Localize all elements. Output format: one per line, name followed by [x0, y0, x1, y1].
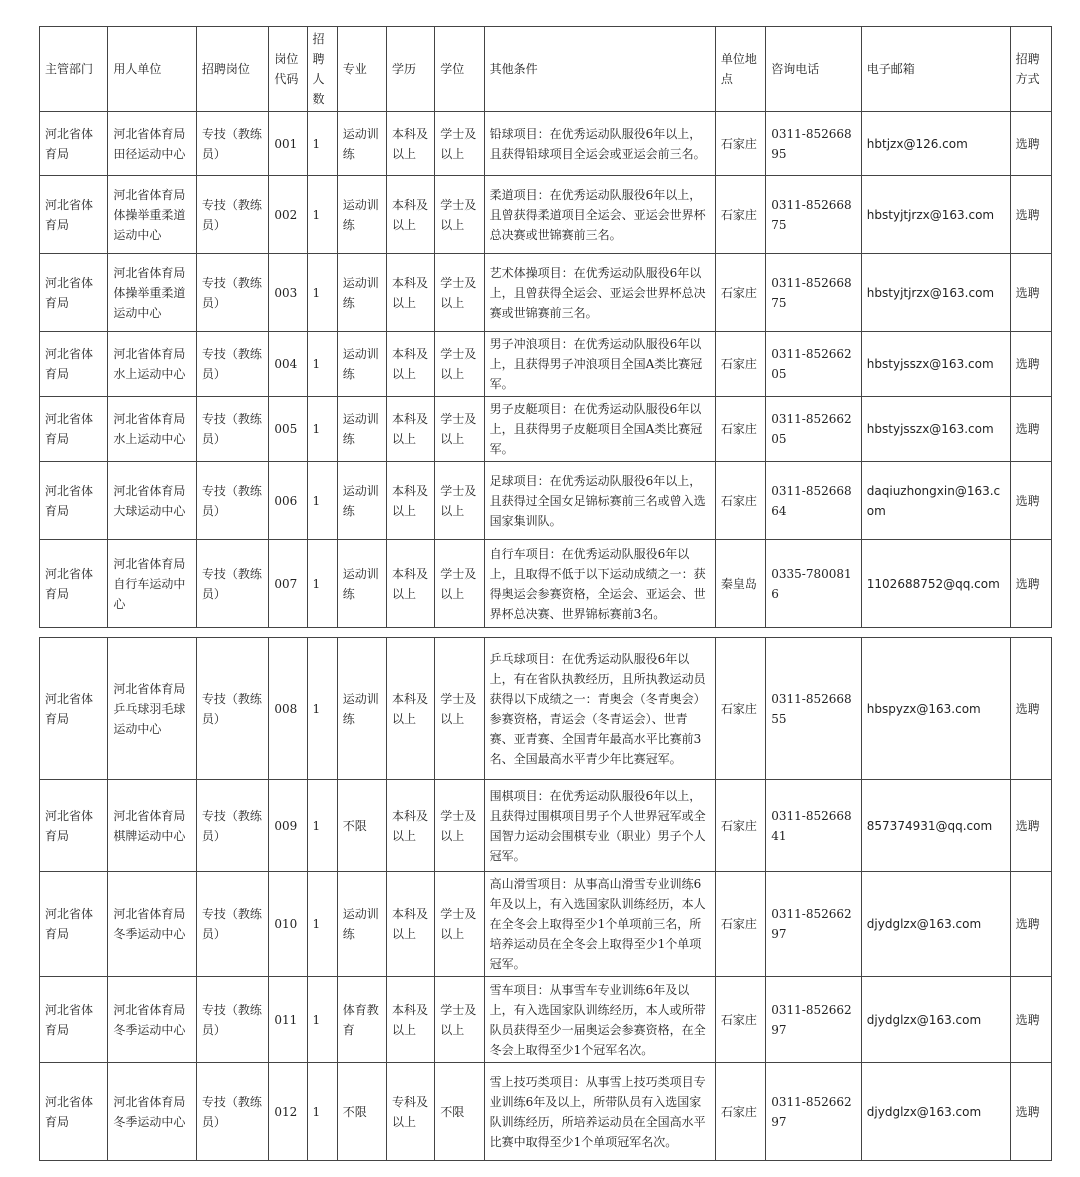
post-cell: 专技（教练员）: [196, 397, 268, 462]
count-cell: 1: [307, 176, 337, 254]
unit-cell: 河北省体育局水上运动中心: [108, 332, 197, 397]
location-cell: 石家庄: [715, 780, 765, 872]
education-cell: 本科及以上: [387, 540, 435, 628]
email-cell: hbstyjsszx@163.com: [861, 397, 1010, 462]
conditions-cell: 男子冲浪项目：在优秀运动队服役6年以上，且获得男子冲浪项目全国A类比赛冠军。: [484, 332, 715, 397]
degree-cell: 学士及以上: [435, 332, 484, 397]
header-cell: 用人单位: [108, 27, 197, 112]
code-cell: 002: [269, 176, 307, 254]
unit-cell: 河北省体育局水上运动中心: [108, 397, 197, 462]
code-cell: 005: [269, 397, 307, 462]
post-cell: 专技（教练员）: [196, 872, 268, 977]
degree-cell: 学士及以上: [435, 872, 484, 977]
phone-cell: 0311-85266875: [766, 254, 862, 332]
dept-cell: 河北省体育局: [40, 332, 108, 397]
post-cell: 专技（教练员）: [196, 176, 268, 254]
count-cell: 1: [307, 540, 337, 628]
email-cell: djydglzx@163.com: [861, 977, 1010, 1063]
major-cell: 运动训练: [337, 176, 386, 254]
table-row: [40, 977, 1052, 1063]
major-cell: 体育教育: [337, 977, 386, 1063]
method-cell: 选聘: [1010, 332, 1051, 397]
recruitment-table-part2: [39, 637, 1052, 1161]
method-cell: 选聘: [1010, 540, 1051, 628]
table-row: [40, 332, 1052, 397]
header-cell: 电子邮箱: [861, 27, 1010, 112]
education-cell: 本科及以上: [387, 332, 435, 397]
degree-cell: 学士及以上: [435, 462, 484, 540]
code-cell: 008: [269, 638, 307, 780]
email-cell: hbtjzx@126.com: [861, 112, 1010, 176]
phone-cell: 0311-85266297: [766, 1063, 862, 1161]
method-cell: 选聘: [1010, 176, 1051, 254]
dept-cell: 河北省体育局: [40, 176, 108, 254]
table-row: [40, 397, 1052, 462]
major-cell: 不限: [337, 780, 386, 872]
unit-cell: 河北省体育局田径运动中心: [108, 112, 197, 176]
email-cell: 857374931@qq.com: [861, 780, 1010, 872]
email-cell: hbstyjsszx@163.com: [861, 332, 1010, 397]
count-cell: 1: [307, 112, 337, 176]
table-row: [40, 112, 1052, 176]
location-cell: 石家庄: [715, 254, 765, 332]
degree-cell: 不限: [435, 1063, 484, 1161]
header-cell: 招聘岗位: [196, 27, 268, 112]
phone-cell: 0311-85266855: [766, 638, 862, 780]
table-row: [40, 176, 1052, 254]
email-cell: 1102688752@qq.com: [861, 540, 1010, 628]
method-cell: 选聘: [1010, 112, 1051, 176]
conditions-cell: 艺术体操项目：在优秀运动队服役6年以上，且曾获得全运会、亚运会世界杯总决赛或世锦赛前三名。: [484, 254, 715, 332]
major-cell: 运动训练: [337, 112, 386, 176]
method-cell: 选聘: [1010, 638, 1051, 780]
count-cell: 1: [307, 332, 337, 397]
header-cell: 咨询电话: [766, 27, 862, 112]
recruitment-table-part1: [39, 26, 1052, 628]
degree-cell: 学士及以上: [435, 977, 484, 1063]
degree-cell: 学士及以上: [435, 397, 484, 462]
count-cell: 1: [307, 462, 337, 540]
post-cell: 专技（教练员）: [196, 977, 268, 1063]
header-cell: 岗位代码: [269, 27, 307, 112]
email-cell: djydglzx@163.com: [861, 1063, 1010, 1161]
location-cell: 石家庄: [715, 462, 765, 540]
education-cell: 本科及以上: [387, 780, 435, 872]
education-cell: 本科及以上: [387, 872, 435, 977]
conditions-cell: 柔道项目：在优秀运动队服役6年以上，且曾获得柔道项目全运会、亚运会世界杯总决赛或世锦赛前三名。: [484, 176, 715, 254]
phone-cell: 0311-85266205: [766, 397, 862, 462]
education-cell: 本科及以上: [387, 638, 435, 780]
conditions-cell: 乒乓球项目：在优秀运动队服役6年以上，有在省队执教经历，且所执教运动员获得以下成绩之一：青奥会（冬青奥会）参赛资格，青运会（冬青运会）、世青赛、亚青赛、全国青年最高水平比赛前3名、全国最高水平青少年比赛冠军。: [484, 638, 715, 780]
unit-cell: 河北省体育局冬季运动中心: [108, 977, 197, 1063]
method-cell: 选聘: [1010, 397, 1051, 462]
header-cell: 学位: [435, 27, 484, 112]
location-cell: 石家庄: [715, 397, 765, 462]
major-cell: 运动训练: [337, 332, 386, 397]
method-cell: 选聘: [1010, 872, 1051, 977]
post-cell: 专技（教练员）: [196, 462, 268, 540]
unit-cell: 河北省体育局大球运动中心: [108, 462, 197, 540]
table-row: [40, 780, 1052, 872]
unit-cell: 河北省体育局冬季运动中心: [108, 872, 197, 977]
phone-cell: 0335-7800816: [766, 540, 862, 628]
degree-cell: 学士及以上: [435, 540, 484, 628]
count-cell: 1: [307, 977, 337, 1063]
code-cell: 006: [269, 462, 307, 540]
phone-cell: 0311-85266297: [766, 977, 862, 1063]
count-cell: 1: [307, 254, 337, 332]
code-cell: 004: [269, 332, 307, 397]
method-cell: 选聘: [1010, 780, 1051, 872]
email-cell: hbstyjtjrzx@163.com: [861, 176, 1010, 254]
dept-cell: 河北省体育局: [40, 112, 108, 176]
code-cell: 003: [269, 254, 307, 332]
phone-cell: 0311-85266864: [766, 462, 862, 540]
dept-cell: 河北省体育局: [40, 462, 108, 540]
header-cell: 招聘人数: [307, 27, 337, 112]
location-cell: 石家庄: [715, 638, 765, 780]
degree-cell: 学士及以上: [435, 254, 484, 332]
location-cell: 石家庄: [715, 112, 765, 176]
conditions-cell: 高山滑雪项目：从事高山滑雪专业训练6年及以上，有入选国家队训练经历，本人在全冬会上取得至少1个单项前三名，所培养运动员在全冬会上取得至少1个单项冠军。: [484, 872, 715, 977]
email-cell: hbstyjtjrzx@163.com: [861, 254, 1010, 332]
email-cell: hbspyzx@163.com: [861, 638, 1010, 780]
dept-cell: 河北省体育局: [40, 872, 108, 977]
location-cell: 石家庄: [715, 1063, 765, 1161]
email-cell: djydglzx@163.com: [861, 872, 1010, 977]
degree-cell: 学士及以上: [435, 176, 484, 254]
email-cell: daqiuzhongxin@163.com: [861, 462, 1010, 540]
major-cell: 运动训练: [337, 254, 386, 332]
education-cell: 本科及以上: [387, 462, 435, 540]
header-cell: 其他条件: [484, 27, 715, 112]
conditions-cell: 自行车项目：在优秀运动队服役6年以上，且取得不低于以下运动成绩之一：获得奥运会参赛资格，全运会、亚运会、世界杯总决赛、世界锦标赛前3名。: [484, 540, 715, 628]
conditions-cell: 雪车项目：从事雪车专业训练6年及以上，有入选国家队训练经历，本人或所带队员获得至少一届奥运会参赛资格，在全冬会上取得至少1个冠军名次。: [484, 977, 715, 1063]
header-cell: 专业: [337, 27, 386, 112]
conditions-cell: 雪上技巧类项目：从事雪上技巧类项目专业训练6年及以上，所带队员有入选国家队训练经历，所培养运动员在全国高水平比赛中取得至少1个单项冠军名次。: [484, 1063, 715, 1161]
dept-cell: 河北省体育局: [40, 397, 108, 462]
education-cell: 本科及以上: [387, 977, 435, 1063]
method-cell: 选聘: [1010, 1063, 1051, 1161]
degree-cell: 学士及以上: [435, 780, 484, 872]
conditions-cell: 足球项目：在优秀运动队服役6年以上，且获得过全国女足锦标赛前三名或曾入选国家集训队。: [484, 462, 715, 540]
method-cell: 选聘: [1010, 462, 1051, 540]
unit-cell: 河北省体育局体操举重柔道运动中心: [108, 176, 197, 254]
unit-cell: 河北省体育局自行车运动中心: [108, 540, 197, 628]
conditions-cell: 铅球项目：在优秀运动队服役6年以上，且获得铅球项目全运会或亚运会前三名。: [484, 112, 715, 176]
phone-cell: 0311-85266205: [766, 332, 862, 397]
code-cell: 011: [269, 977, 307, 1063]
dept-cell: 河北省体育局: [40, 540, 108, 628]
location-cell: 石家庄: [715, 176, 765, 254]
major-cell: 运动训练: [337, 638, 386, 780]
header-cell: 单位地点: [715, 27, 765, 112]
method-cell: 选聘: [1010, 254, 1051, 332]
code-cell: 012: [269, 1063, 307, 1161]
phone-cell: 0311-85266875: [766, 176, 862, 254]
degree-cell: 学士及以上: [435, 638, 484, 780]
code-cell: 010: [269, 872, 307, 977]
unit-cell: 河北省体育局体操举重柔道运动中心: [108, 254, 197, 332]
table-header-row: [40, 27, 1052, 112]
dept-cell: 河北省体育局: [40, 977, 108, 1063]
count-cell: 1: [307, 1063, 337, 1161]
unit-cell: 河北省体育局冬季运动中心: [108, 1063, 197, 1161]
education-cell: 本科及以上: [387, 254, 435, 332]
post-cell: 专技（教练员）: [196, 112, 268, 176]
major-cell: 运动训练: [337, 397, 386, 462]
post-cell: 专技（教练员）: [196, 332, 268, 397]
table-row: [40, 540, 1052, 628]
header-cell: 招聘方式: [1010, 27, 1051, 112]
method-cell: 选聘: [1010, 977, 1051, 1063]
education-cell: 本科及以上: [387, 176, 435, 254]
count-cell: 1: [307, 397, 337, 462]
header-cell: 主管部门: [40, 27, 108, 112]
count-cell: 1: [307, 638, 337, 780]
table-row: [40, 638, 1052, 780]
post-cell: 专技（教练员）: [196, 254, 268, 332]
count-cell: 1: [307, 780, 337, 872]
dept-cell: 河北省体育局: [40, 638, 108, 780]
unit-cell: 河北省体育局棋牌运动中心: [108, 780, 197, 872]
major-cell: 不限: [337, 1063, 386, 1161]
post-cell: 专技（教练员）: [196, 780, 268, 872]
code-cell: 009: [269, 780, 307, 872]
location-cell: 石家庄: [715, 872, 765, 977]
location-cell: 石家庄: [715, 977, 765, 1063]
post-cell: 专技（教练员）: [196, 1063, 268, 1161]
count-cell: 1: [307, 872, 337, 977]
major-cell: 运动训练: [337, 462, 386, 540]
location-cell: 秦皇岛: [715, 540, 765, 628]
phone-cell: 0311-85266841: [766, 780, 862, 872]
dept-cell: 河北省体育局: [40, 1063, 108, 1161]
code-cell: 007: [269, 540, 307, 628]
dept-cell: 河北省体育局: [40, 254, 108, 332]
table-row: [40, 872, 1052, 977]
degree-cell: 学士及以上: [435, 112, 484, 176]
education-cell: 本科及以上: [387, 397, 435, 462]
table-row: [40, 1063, 1052, 1161]
table-row: [40, 462, 1052, 540]
header-cell: 学历: [387, 27, 435, 112]
phone-cell: 0311-85266297: [766, 872, 862, 977]
phone-cell: 0311-85266895: [766, 112, 862, 176]
table-row: [40, 254, 1052, 332]
education-cell: 专科及以上: [387, 1063, 435, 1161]
conditions-cell: 男子皮艇项目：在优秀运动队服役6年以上，且获得男子皮艇项目全国A类比赛冠军。: [484, 397, 715, 462]
major-cell: 运动训练: [337, 540, 386, 628]
code-cell: 001: [269, 112, 307, 176]
dept-cell: 河北省体育局: [40, 780, 108, 872]
post-cell: 专技（教练员）: [196, 638, 268, 780]
major-cell: 运动训练: [337, 872, 386, 977]
location-cell: 石家庄: [715, 332, 765, 397]
post-cell: 专技（教练员）: [196, 540, 268, 628]
conditions-cell: 围棋项目：在优秀运动队服役6年以上，且获得过围棋项目男子个人世界冠军或全国智力运动会围棋专业（职业）男子个人冠军。: [484, 780, 715, 872]
education-cell: 本科及以上: [387, 112, 435, 176]
unit-cell: 河北省体育局乒乓球羽毛球运动中心: [108, 638, 197, 780]
